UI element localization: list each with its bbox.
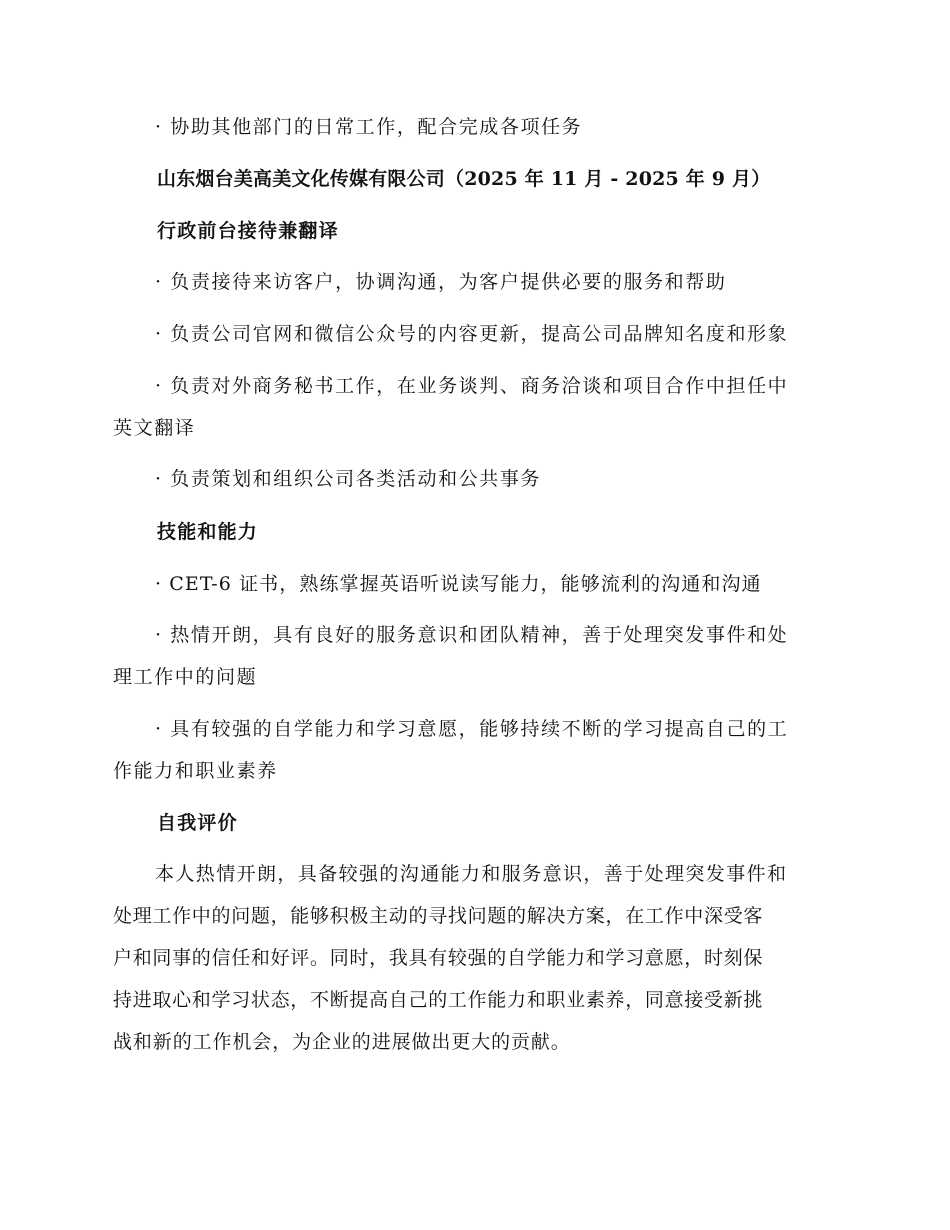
self-evaluation-line-2: 处理工作中的问题，能够积极主动的寻找问题的解决方案，在工作中深受客 — [113, 905, 764, 927]
bullet-secretary-cont: 英文翻译 — [113, 417, 196, 439]
self-evaluation-heading: 自我评价 — [157, 812, 238, 834]
skills-heading: 技能和能力 — [157, 521, 259, 543]
bullet-secretary: · 负责对外商务秘书工作，在业务谈判、商务洽谈和项目合作中担任中 — [155, 375, 789, 397]
self-evaluation-line-5: 战和新的工作机会，为企业的进展做出更大的贡献。 — [113, 1031, 571, 1053]
bullet-cet6: · CET-6 证书，熟练掌握英语听说读写能力，能够流利的沟通和沟通 — [155, 573, 762, 595]
bullet-events: · 负责策划和组织公司各类活动和公共事务 — [155, 468, 542, 490]
self-evaluation-line-3: 户和同事的信任和好评。同时，我具有较强的自学能力和学习意愿，时刻保 — [113, 947, 764, 969]
bullet-self-learning-cont: 作能力和职业素养 — [113, 760, 278, 782]
job-title-heading: 行政前台接待兼翻译 — [157, 220, 339, 242]
bullet-website: · 负责公司官网和微信公众号的内容更新，提高公司品牌知名度和形象 — [155, 323, 789, 345]
bullet-reception: · 负责接待来访客户，协调沟通，为客户提供必要的服务和帮助 — [155, 271, 727, 293]
self-evaluation-line-4: 持进取心和学习状态，不断提高自己的工作能力和职业素养，同意接受新挑 — [113, 989, 764, 1011]
company-heading: 山东烟台美高美文化传媒有限公司（2025 年 11 月 - 2025 年 9 月） — [157, 168, 771, 190]
self-evaluation-line-1: 本人热情开朗，具备较强的沟通能力和服务意识，善于处理突发事件和 — [155, 863, 788, 885]
bullet-assist-departments: · 协助其他部门的日常工作，配合完成各项任务 — [155, 116, 583, 138]
bullet-enthusiastic-cont: 理工作中的问题 — [113, 666, 258, 688]
bullet-enthusiastic: · 热情开朗，具有良好的服务意识和团队精神，善于处理突发事件和处 — [155, 624, 789, 646]
bullet-self-learning: · 具有较强的自学能力和学习意愿，能够持续不断的学习提高自己的工 — [155, 718, 789, 740]
